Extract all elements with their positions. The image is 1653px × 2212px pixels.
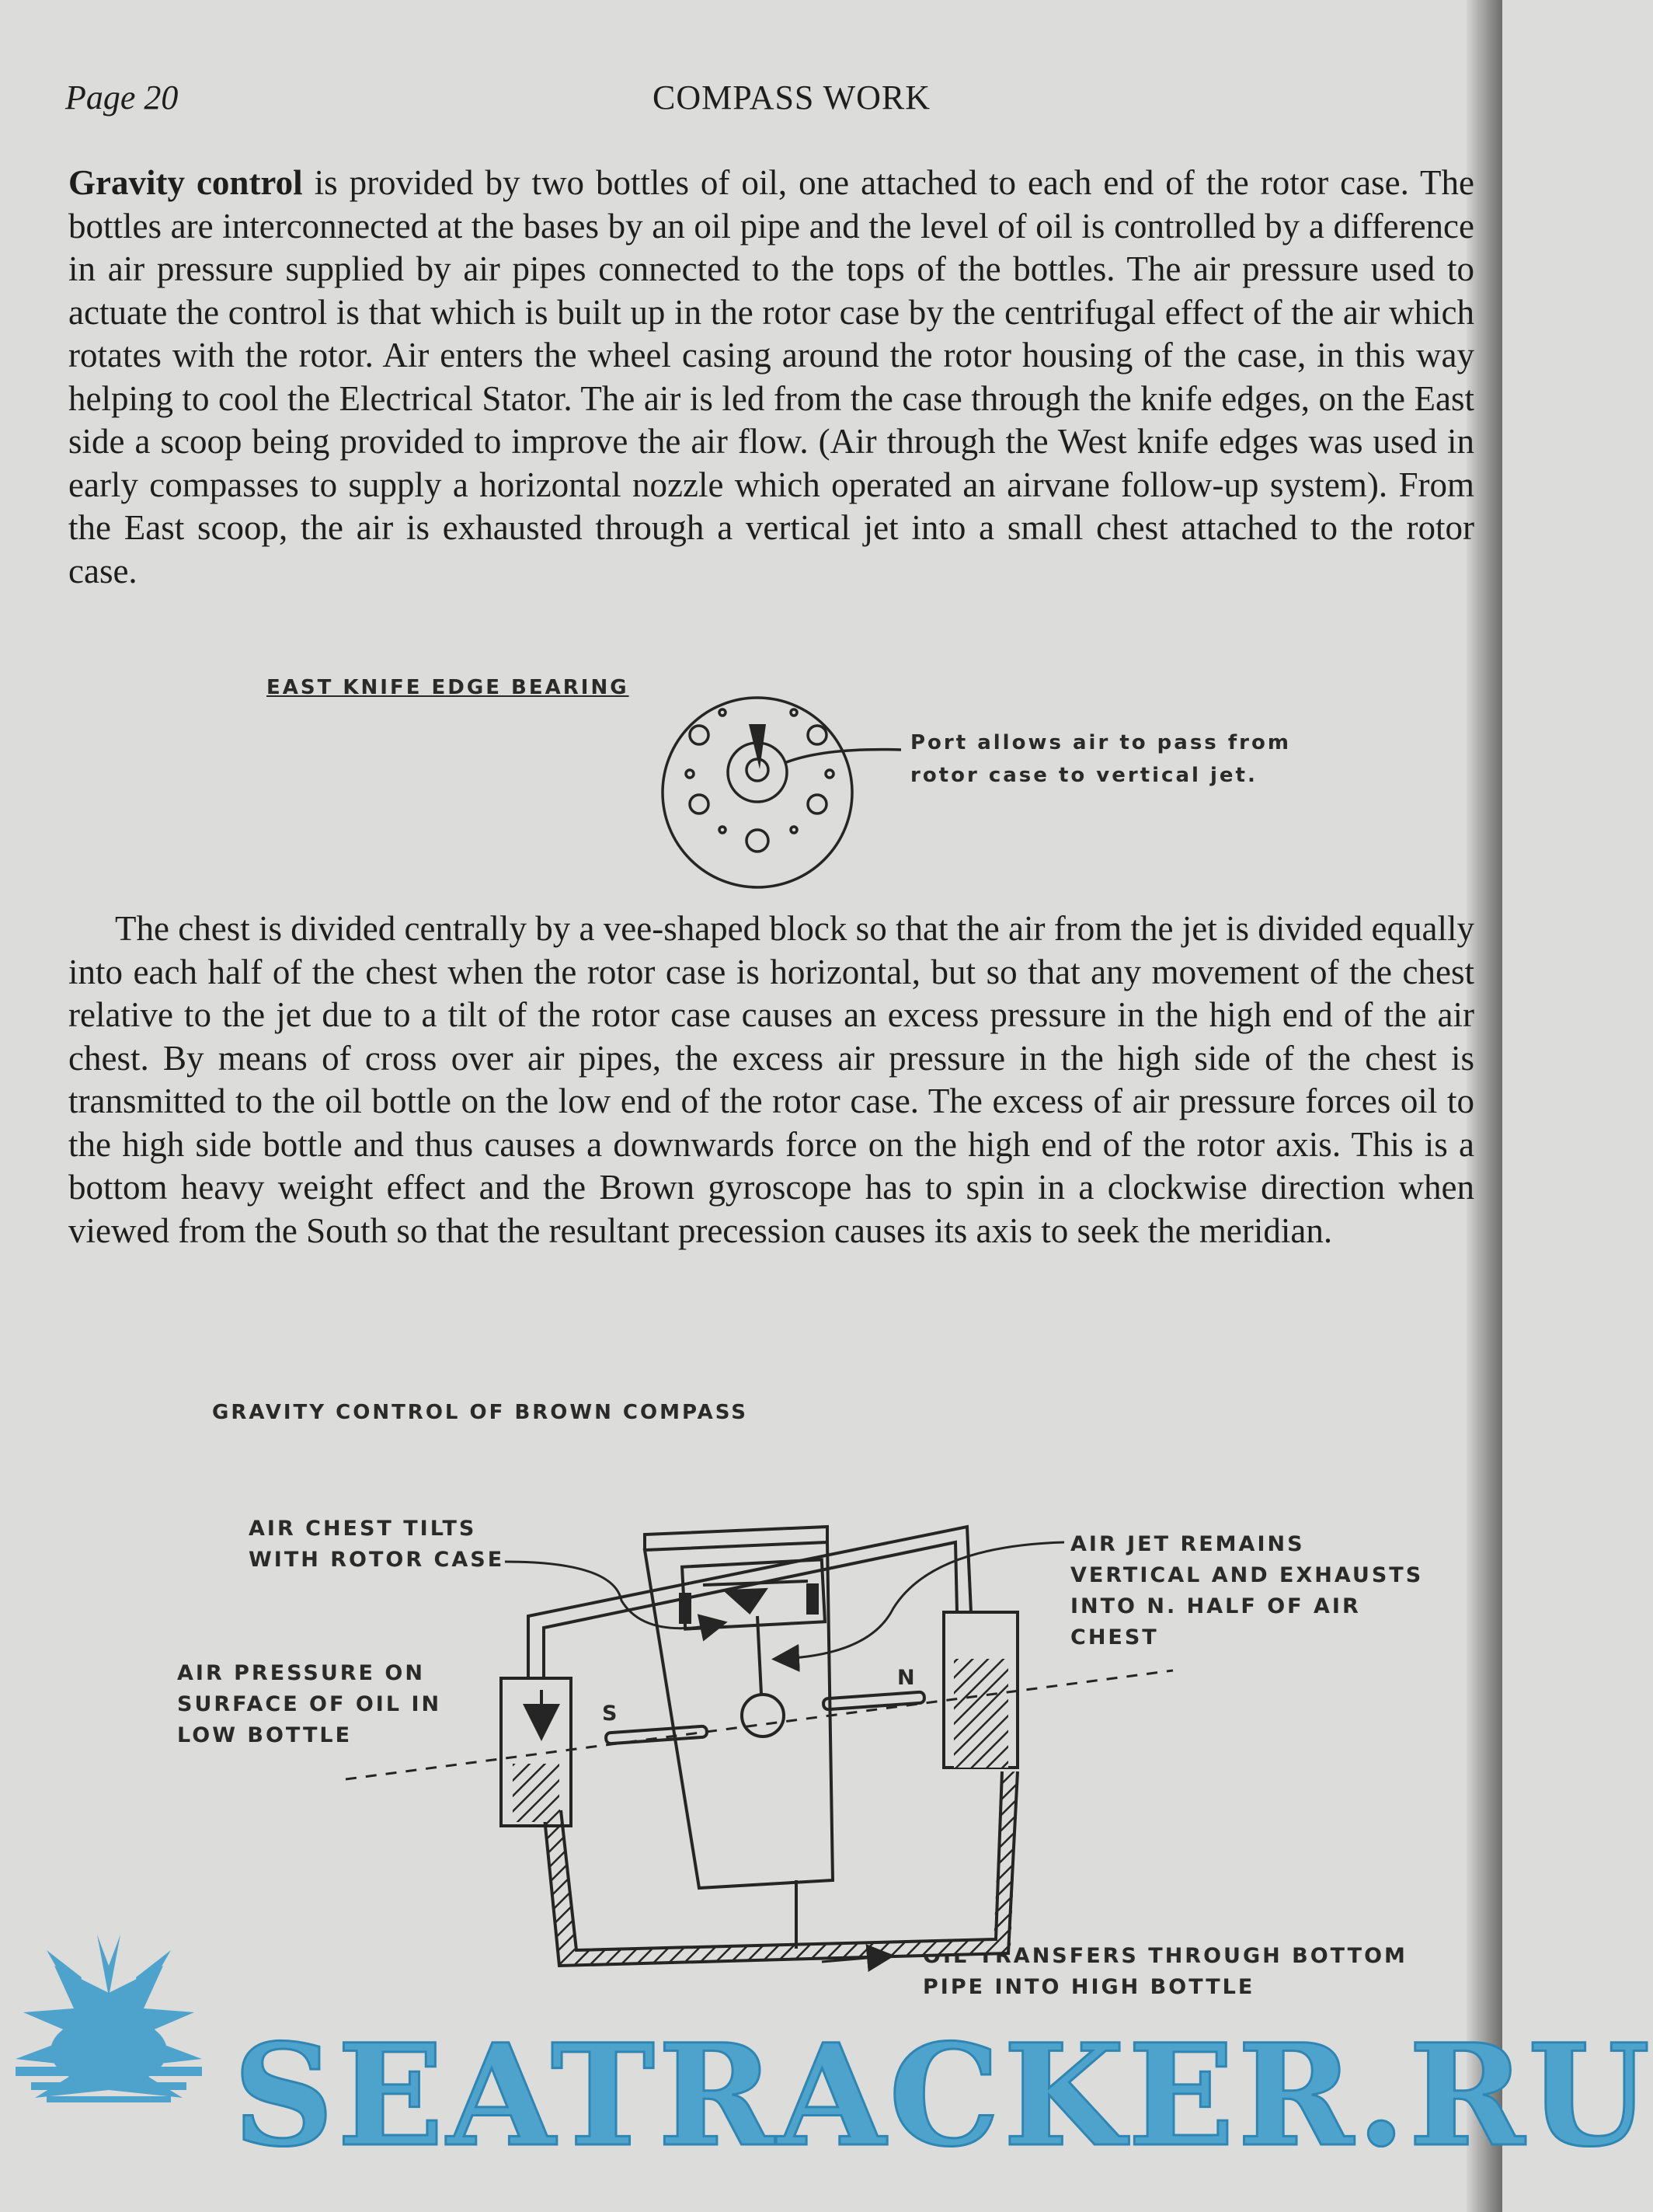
- figure1-note-line2: rotor case to vertical jet.: [910, 764, 1258, 787]
- label-oil-transfers: OIL TRANSFERS THROUGH BOTTOM PIPE INTO HIGH BOTTLE: [923, 1944, 1408, 1999]
- watermark-text: SEATRACKER.RU: [233, 2014, 1653, 2178]
- label-south: S: [602, 1702, 620, 1726]
- paragraph-body: is provided by two bottles of oil, one attached to each end of the rotor case. The bottles are interconnected at the bases by an oil pipe and the level of oil is controlled by a difference in air pressure supplied by air pipes connected to the tops of the bottles. The air pressure used to actuate the control is that which is built up in the rotor case by the centrifugal effect of the air which rotates with the rotor. Air enters the wheel casing around the rotor housing of the case, in this way helping to cool the Electrical Stator. The air is led from the case through the knife edges, on the East side a scoop being provided to improve the air flow. (Air through the West knife edges was used in early compasses to supply a horizontal nozzle which operated an airvane follow-up system). From the East scoop, the air is exhausted through a vertical jet into a small chest attached to the rotor case.: [68, 163, 1474, 590]
- label-air-jet-vertical: AIR JET REMAINS VERTICAL AND EXHAUSTS INTO N. HALF OF AIR CHEST: [1070, 1532, 1424, 1649]
- label-air-chest-tilts: AIR CHEST TILTS WITH ROTOR CASE: [249, 1517, 505, 1572]
- running-title: COMPASS WORK: [652, 78, 931, 117]
- figure2-title: GRAVITY CONTROL OF BROWN COMPASS: [212, 1401, 749, 1424]
- label-air-pressure-low-bottle: AIR PRESSURE ON SURFACE OF OIL IN LOW BOTTLE: [177, 1661, 442, 1747]
- label-north: N: [897, 1666, 917, 1690]
- paragraph-air-chest: The chest is divided centrally by a vee-shaped block so that the air from the jet is divided equally into each half of the chest when the rotor case is horizontal, but so that any movement of the chest relative to the jet due to a tilt of the rotor case causes an excess pressure in the high end of the air chest. By means of cross over air pipes, the excess air pressure in the high side of the chest is transmitted to the oil bottle on the low end of the rotor case. The excess of air pressure forces oil to the high side bottle and thus causes a downwards force on the high end of the rotor axis. This is a bottom heavy weight effect and the Brown gyroscope has to spin in a clockwise direction when viewed from the South so that the resultant precession causes its axis to seek the meridian.: [68, 909, 1474, 1250]
- paragraph-lead-term: Gravity control: [68, 163, 303, 202]
- figure1-note-line1: Port allows air to pass from: [910, 731, 1291, 754]
- figure1-title: EAST KNIFE EDGE BEARING: [266, 676, 629, 699]
- page-number: Page 20: [65, 78, 179, 117]
